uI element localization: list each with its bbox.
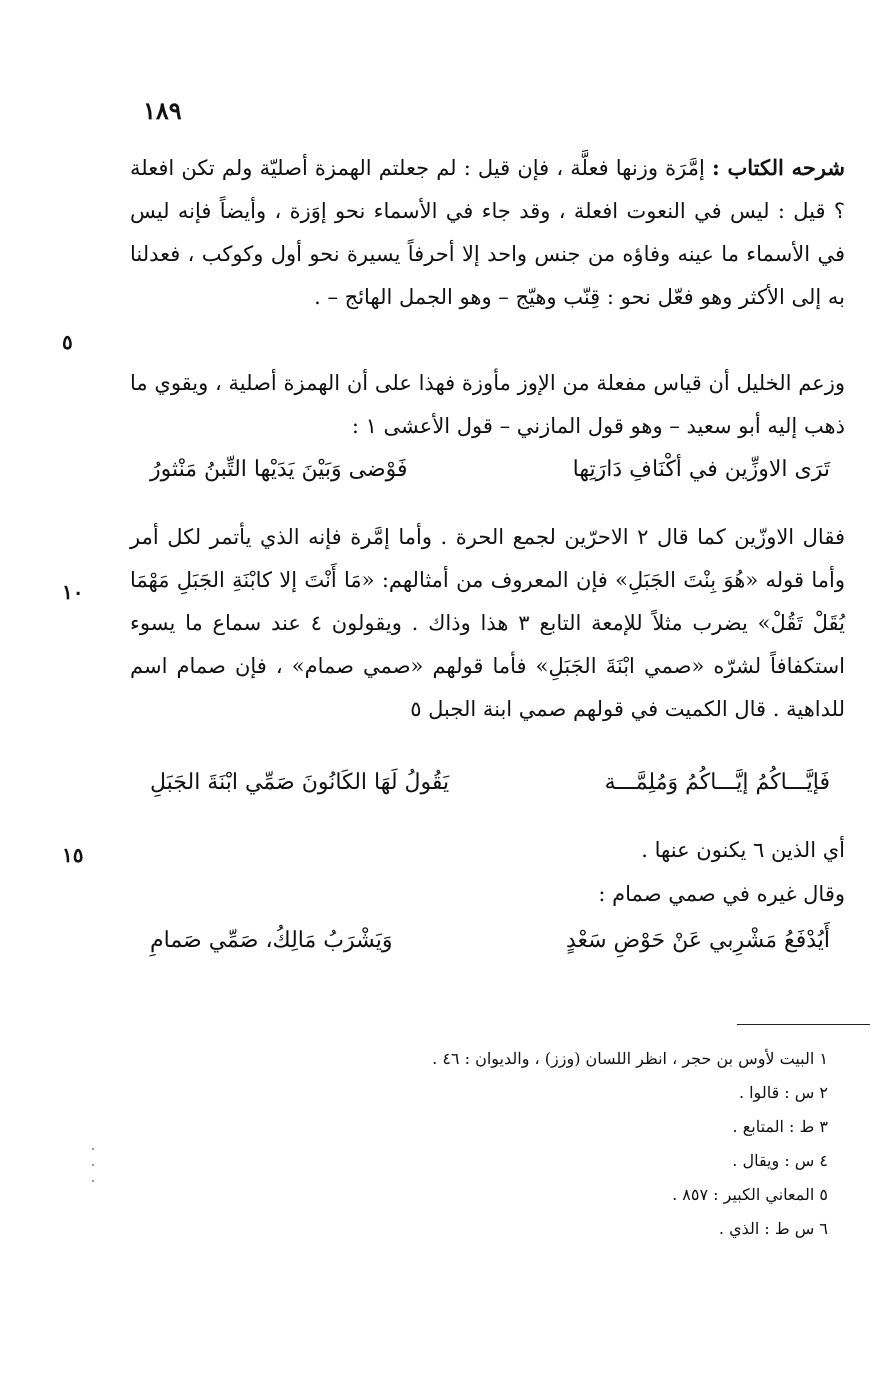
scan-speck: [92, 1180, 94, 1182]
scan-specks: [90, 1148, 96, 1198]
verse-first-hemistich: أَيُدْفَعُ مَشْرِبي عَنْ حَوْضِ سَعْدٍ: [565, 928, 830, 953]
paragraph-explanation: أي الذين ٦ يكنون عنها .: [641, 838, 845, 862]
paragraph-intro-verse: وقال غيره في صمي صمام :: [598, 882, 845, 906]
footnote-item: ٣ ط : المتابع .: [732, 1117, 828, 1136]
line-number-marker: ٥: [62, 330, 73, 354]
footnote-item: ٤ س : ويقال .: [732, 1151, 828, 1170]
verse-second-hemistich: فَوْضى وَبَيْنَ يَدَيْها التِّبنُ مَنْثورُ: [150, 457, 408, 482]
verse-first-hemistich: فَإيَّـــاكُمُ إيَّـــاكُمُ وَمُلِمَّـــة: [604, 770, 830, 795]
verse-line: [150, 457, 830, 503]
footnotes-list: [250, 1042, 828, 1246]
verse-first-hemistich: تَرَى الاوزِّين في أكْنَافِ دَارَتِها: [572, 457, 830, 482]
footnote-item: ٥ المعاني الكبير : ٨٥٧ .: [672, 1185, 828, 1204]
paragraph-commentary: [130, 146, 845, 319]
scan-speck: [92, 1148, 94, 1150]
verse-line: [150, 770, 830, 816]
scan-speck: [92, 1164, 94, 1166]
verse-second-hemistich: وَيَشْرَبُ مَالِكُ، صَمِّي صَمامِ: [150, 928, 393, 953]
page-number: ١٨٩: [143, 96, 182, 125]
verse-line: [150, 928, 830, 974]
paragraph-text: إمَّرَة وزنها فعلَّة ، فإن قيل : لم جعلتم الهمزة أصليّة ولم تكن افعلة ؟ قيل : ليس في النعوت افعلة ، وقد جاء في الأسماء نحو إوَزة ، وأيضاً فإنه ليس في الأسماء ما عينه وفاؤه من جنس واحد إلا أحرفاً يسيرة نحو أول وكوكب ، فعدلنا به إلى الأكثر وهو فعّل نحو : قِنّب وهيّج – وهو الجمل الهائج – .: [130, 156, 845, 309]
paragraph-khalil: وزعم الخليل أن قياس مفعلة من الإوز مأوزة فهذا على أن الهمزة أصلية ، ويقوي ما ذهب إليه أبو سعيد – وهو قول المازني – قول الأعشى ١ :: [130, 371, 845, 438]
verse-second-hemistich: يَقُولُ لَهَا الكَانُونَ صَمِّي ابْنَةَ الجَبَلِ: [150, 770, 450, 795]
paragraph-lead: شرحه الكتاب :: [711, 155, 845, 180]
footnote-item: ٢ س : قالوا .: [738, 1083, 828, 1102]
line-number-marker: ١٠: [62, 580, 84, 604]
line-number-marker: ١٥: [62, 843, 84, 867]
footnote-item: ٦ س ط : الذي .: [718, 1219, 828, 1238]
footnote-separator: [737, 1024, 870, 1025]
footnote-item: ١ البيت لأوس بن حجر ، انظر اللسان (وزز) ، والديوان : ٤٦ .: [432, 1049, 828, 1068]
paragraph-proverbs: فقال الاوزّين كما قال ٢ الاحرّين لجمع الحرة . وأما إمَّرة فإنه الذي يأتمر لكل أمر وأما قوله «هُوَ بِنْتَ الجَبَلِ» فإن المعروف من أمثالهم: «مَا أَنْتَ إلا كابْنَةِ الجَبَلِ مَهْمَا يُقَلْ تَقُلْ» يضرب مثلاً للإمعة التابع ٣ هذا وذاك . ويقولون ٤ عند سماع ما يسوء استكفافاً لشرّه «صمي ابْنَةَ الجَبَلِ» فأما قولهم «صمي صمام» ، فإن صمام اسم للداهية . قال الكميت في قولهم صمي ابنة الجبل ٥: [130, 525, 845, 721]
